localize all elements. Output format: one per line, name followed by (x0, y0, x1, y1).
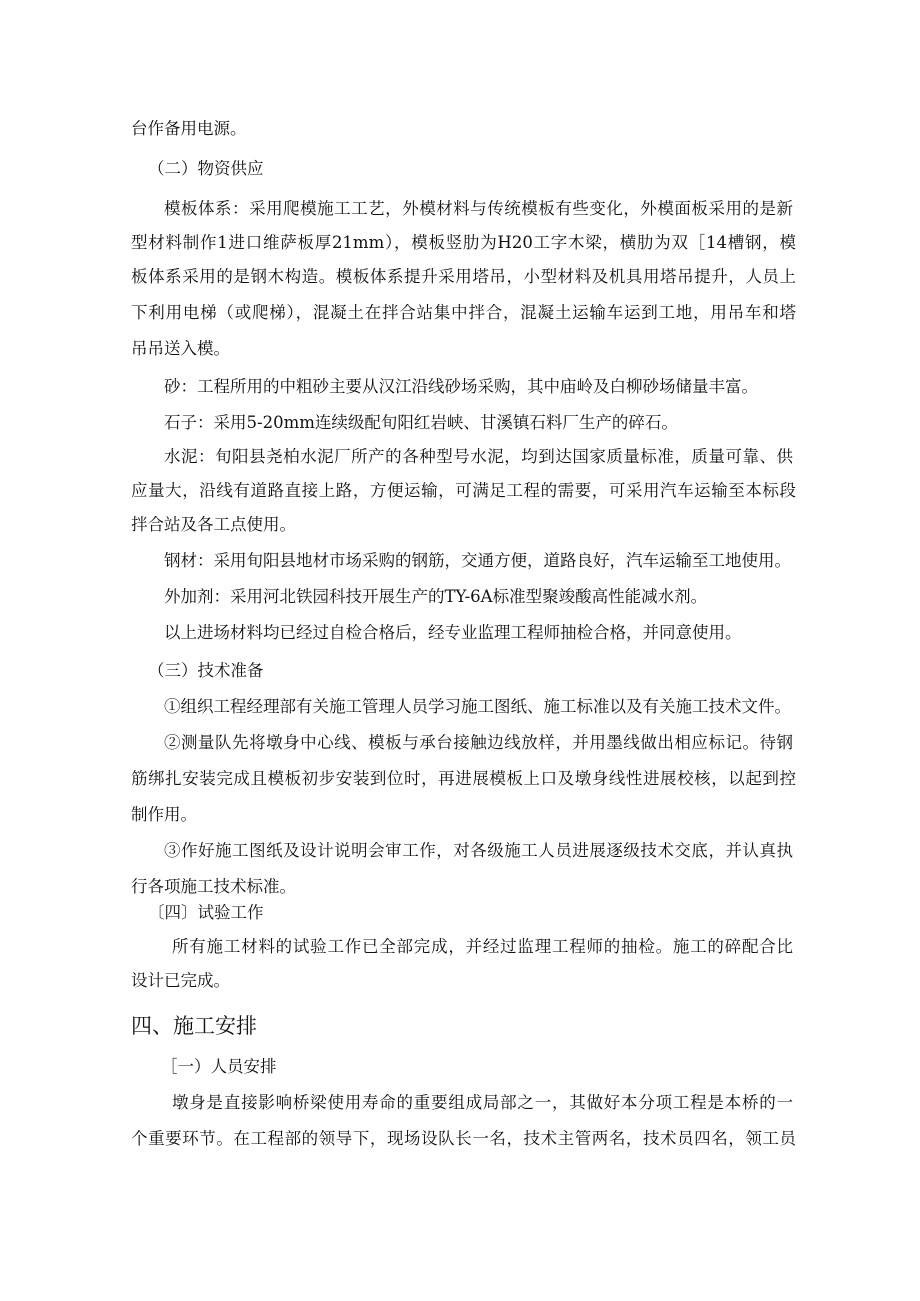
text-line: ①组织工程经理部有关施工管理人员学习施工图纸、施工标准以及有关施工技术文件。 (164, 697, 791, 716)
text-line: 所有施工材料的试验工作已全部完成，并经过监理工程师的抽检。施工的碎配合比 (172, 937, 793, 956)
text-line: 应量大，沿线有道路直接上路，方便运输，可满足工程的需要，可采用汽车运输至本标段 (131, 481, 796, 500)
text-line: 下利用电梯（或爬梯），混凝土在拌合站集中拌合，混凝土运输车运到工地，用吊车和塔 (131, 303, 796, 322)
text-line: 个重要环节。在工程部的领导下，现场设队长一名，技术主管两名，技术员四名，领工员 (131, 1129, 796, 1148)
text-line: 砂：工程所用的中粗砂主要从汉江沿线砂场采购，其中庙岭及白柳砂场储量丰富。 (164, 377, 758, 396)
text-line: 设计已完成。 (131, 971, 230, 990)
text-line: 型材料制作1进口维萨板厚21mm），模板竖肋为H20工字木梁，横肋为双［14槽钢，模 (131, 233, 796, 252)
text-line: 模板体系：采用爬模施工工艺，外模材料与传统模板有些变化，外模面板采用的是新 (164, 199, 793, 218)
text-line: 墩身是直接影响桥梁使用寿命的重要组成局部之一，其做好本分项工程是本桥的一 (172, 1093, 793, 1112)
text-line: 台作备用电源。 (131, 119, 247, 138)
section-heading: 〔四〕试验工作 (148, 903, 264, 922)
text-line: 行各项施工技术标准。 (131, 877, 296, 896)
text-line: 以上进场材料均已经过自检合格后，经专业监理工程师抽检合格，并同意使用。 (164, 623, 742, 642)
text-line: 钢材：采用旬阳县地材市场采购的钢筋，交通方便，道路良好，汽车运输至工地使用。 (164, 551, 791, 570)
text-line: 拌合站及各工点使用。 (131, 515, 296, 534)
text-line: ③作好施工图纸及设计说明会审工作，对各级施工人员进展逐级技术交底，并认真执 (164, 841, 793, 860)
text-line: 吊吊送入模。 (131, 339, 230, 358)
text-line: 外加剂：采用河北铁园科技开展生产的TY-6A标准型聚竣酸高性能减水剂。 (164, 587, 708, 606)
text-line: 制作用。 (131, 805, 197, 824)
section-heading: ［一）人员安排 (161, 1057, 277, 1076)
text-line: 石子：采用5-20mm连续级配旬阳红岩峡、甘溪镇石料厂生产的碎石。 (164, 413, 678, 432)
text-line: 板体系采用的是钢木构造。模板体系提升采用塔吊，小型材料及机具用塔吊提升，人员上 (131, 267, 796, 286)
section-heading: （三）技术准备 (148, 661, 264, 680)
chapter-heading: 四、施工安排 (131, 1014, 257, 1038)
text-line: 水泥：旬阳县尧柏水泥厂所产的各种型号水泥，均到达国家质量标准，质量可靠、供 (164, 447, 793, 466)
text-line: ②测量队先将墩身中心线、模板与承台接触边线放样，并用墨线做出相应标记。待钢 (164, 733, 793, 752)
text-line: 筋绑扎安装完成且模板初步安装到位时，再进展模板上口及墩身线性进展校核，以起到控 (131, 769, 796, 788)
section-heading: （二）物资供应 (148, 159, 264, 178)
